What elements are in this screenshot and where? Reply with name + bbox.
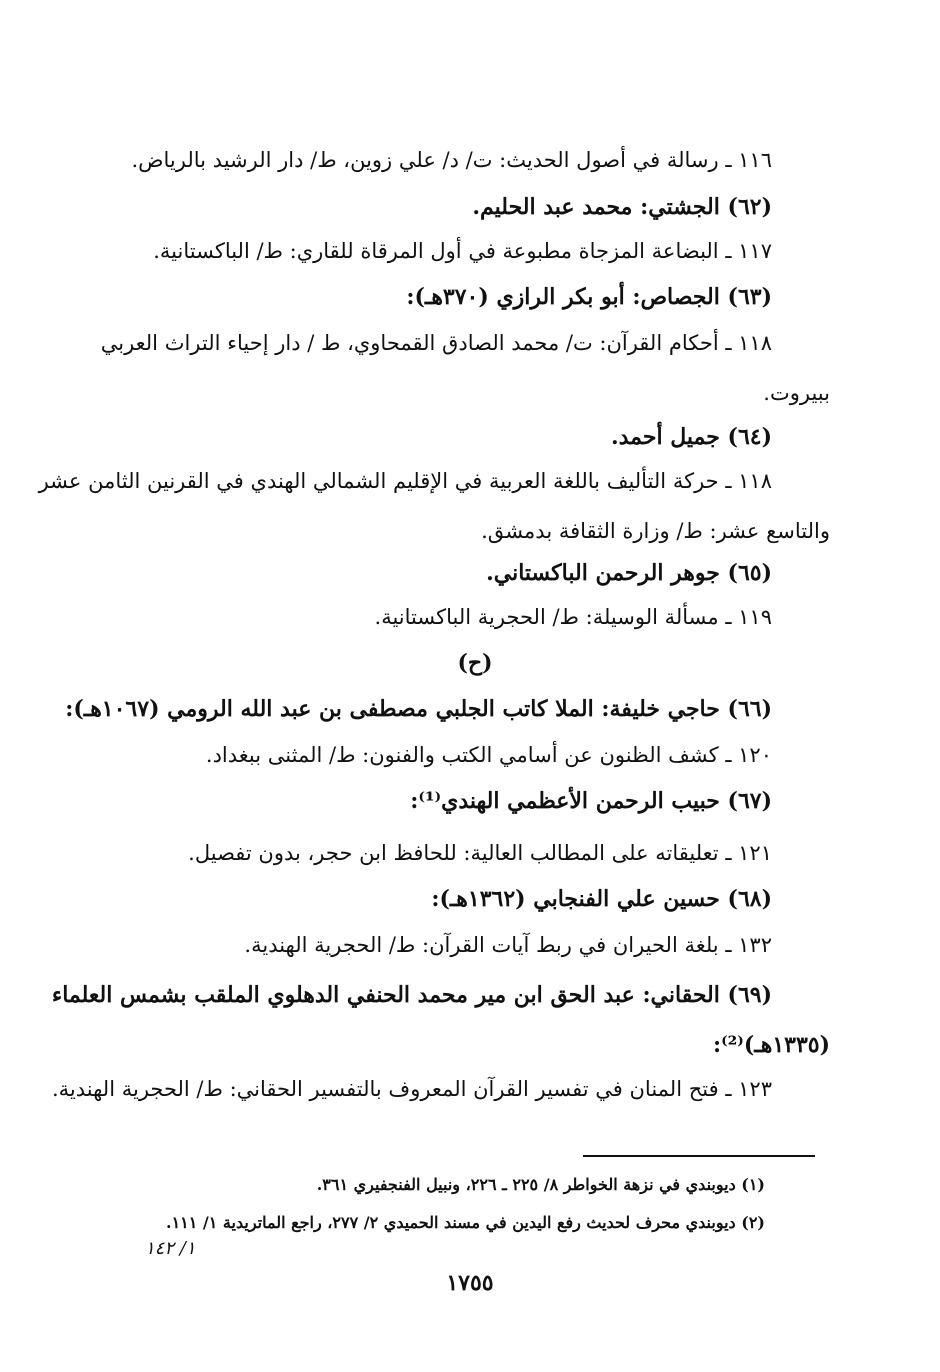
author-heading-69-date: (١٣٣٥هـ)⁽²⁾: — [712, 1032, 830, 1058]
entry-118b: ١١٨ ـ حركة التأليف باللغة العربية في الإقليم الشمالي الهندي في القرنين الثامن عشر — [38, 469, 772, 493]
entry-118a: ١١٨ ـ أحكام القرآن: ت/ محمد الصادق القمحاوي، ط / دار إحياء التراث العربي — [100, 331, 772, 355]
entry-120: ١٢٠ ـ كشف الظنون عن أسامي الكتب والفنون: ط/ المثنى ببغداد. — [205, 743, 772, 767]
handwritten-note: ١/ ١٤٢ — [145, 1238, 196, 1259]
author-heading-69: (٦٩) الحقاني: عبد الحق ابن مير محمد الحنفي الدهلوي الملقب بشمس العلماء — [51, 982, 772, 1008]
entry-117: ١١٧ ـ البضاعة المزجاة مطبوعة في أول المرقاة للقاري: ط/ الباكستانية. — [153, 239, 772, 263]
author-heading-63: (٦٣) الجصاص: أبو بكر الرازي (٣٧٠هـ): — [406, 284, 772, 310]
footnote-1: (١) ديوبندي في نزهة الخواطر ٨/ ٢٢٥ ـ ٢٢٦، ونبيل الفنجفيري ٣٦١. — [316, 1175, 765, 1194]
entry-123: ١٢٣ ـ فتح المنان في تفسير القرآن المعروف بالتفسير الحقاني: ط/ الحجرية الهندية. — [51, 1077, 772, 1101]
entry-121: ١٢١ ـ تعليقاته على المطالب العالية: للحافظ ابن حجر، بدون تفصيل. — [188, 841, 772, 865]
author-heading-67: (٦٧) حبيب الرحمن الأعظمي الهندي⁽¹⁾: — [410, 788, 772, 814]
entry-119: ١١٩ ـ مسألة الوسيلة: ط/ الحجرية الباكستانية. — [374, 605, 772, 629]
footnote-divider — [583, 1155, 815, 1157]
section-letter: (ح) — [457, 650, 493, 676]
entry-118a-continued: ببيروت. — [763, 381, 830, 405]
entry-116: ١١٦ ـ رسالة في أصول الحديث: ت/ د/ علي زوين، ط/ دار الرشيد بالرياض. — [131, 148, 772, 172]
footnote-2: (٢) ديوبندي محرف لحديث رفع اليدين في مسند الحميدي ٢/ ٢٧٧، راجع الماتريدية ١/ ١١١. — [165, 1213, 765, 1232]
author-heading-62: (٦٢) الجشتي: محمد عبد الحليم. — [472, 194, 772, 220]
author-heading-64: (٦٤) جميل أحمد. — [610, 424, 772, 450]
entry-132: ١٣٢ ـ بلغة الحيران في ربط آيات القرآن: ط/ الحجرية الهندية. — [244, 933, 772, 957]
entry-118b-continued: والتاسع عشر: ط/ وزارة الثقافة بدمشق. — [481, 519, 830, 543]
author-heading-65: (٦٥) جوهر الرحمن الباكستاني. — [486, 560, 772, 586]
author-heading-66: (٦٦) حاجي خليفة: الملا كاتب الجلبي مصطفى بن عبد الله الرومي (١٠٦٧هـ): — [65, 696, 772, 722]
author-heading-68: (٦٨) حسين علي الفنجابي (١٣٦٢هـ): — [431, 886, 772, 912]
page-number: ١٧٥٥ — [446, 1270, 494, 1296]
